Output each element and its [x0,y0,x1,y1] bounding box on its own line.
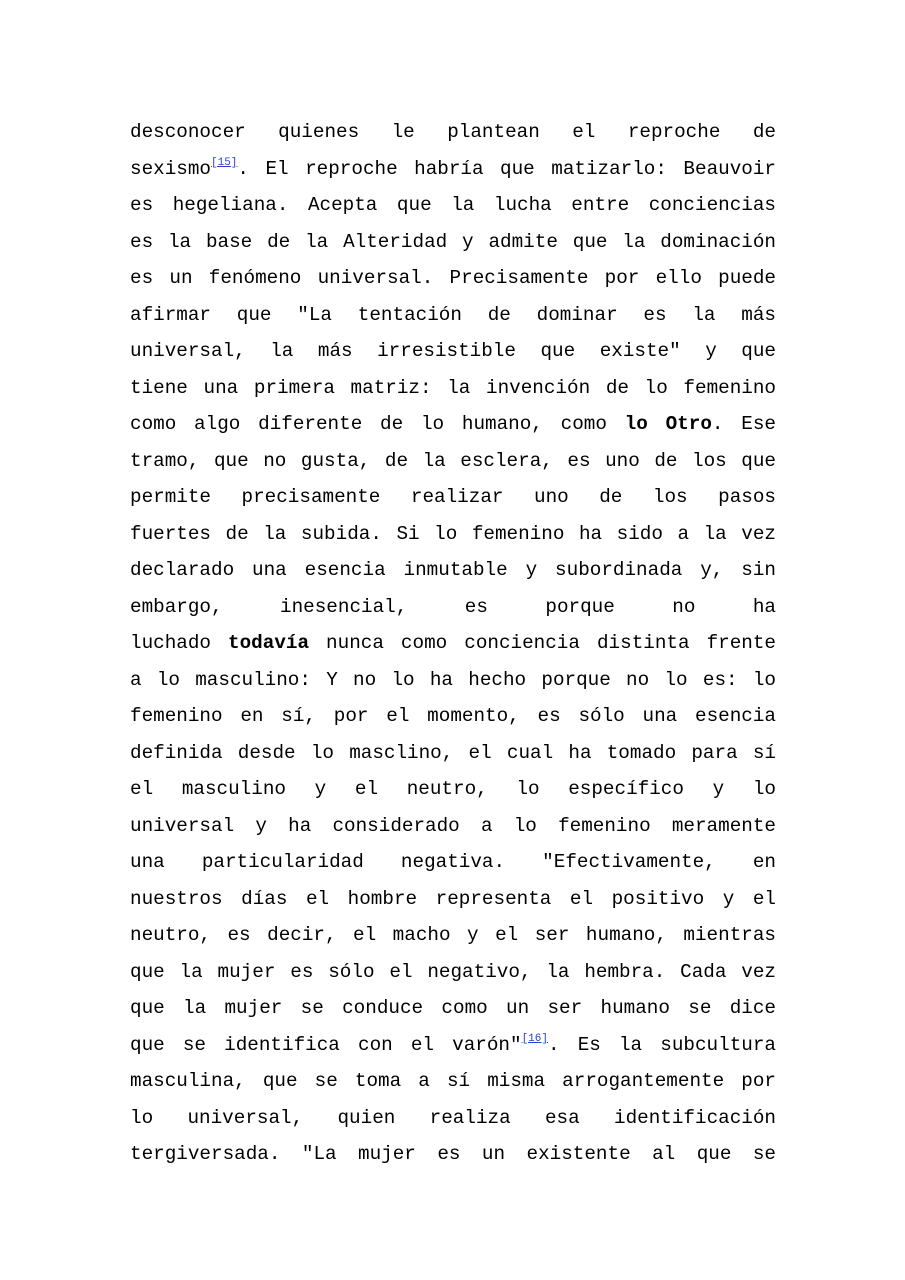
text-run: masculina, que se toma a sí misma arrogantemente por [130,1070,776,1092]
text-run: permite precisamente realizar uno de los pasos [130,486,776,508]
text-line [130,552,776,589]
bold-text: lo Otro [624,413,712,435]
body-text [130,114,776,1173]
text-run: . El reproche habría que matizarlo: Beauvoir [237,157,776,180]
text-run: embargo, inesencial, es porque no ha [130,595,776,618]
text-run: . Es la subcultura [547,1033,776,1056]
text-run: universal y ha considerado a lo femenino meramente [130,814,776,837]
text-line [130,443,776,480]
text-run: que se identifica con el varón" [130,1033,522,1056]
text-line [130,698,776,735]
text-line [130,479,776,516]
text-line [130,1063,776,1100]
text-run: el masculino y el neutro, lo específico y lo [130,778,776,800]
text-run: universal, la más irresistible que existe" y que [130,340,776,362]
text-line [130,224,776,261]
text-run: fuertes de la subida. Si lo femenino ha sido a la vez [130,522,776,545]
text-line [130,260,776,297]
text-line [130,881,776,918]
text-run: declarado una esencia inmutable y subordinada y, sin [130,559,776,581]
text-run: afirmar que "La tentación de dominar es la más [130,303,776,326]
text-run: es la base de la Alteridad y admite que la dominación [130,230,776,253]
bold-text: todavía [228,632,310,654]
text-run: luchado [130,632,229,654]
text-line [130,771,776,808]
text-line [130,151,776,188]
text-run: definida desde lo masclino, el cual ha tomado para sí [130,741,776,764]
text-run: como algo diferente de lo humano, como [130,413,625,435]
text-run: es hegeliana. Acepta que la lucha entre conciencias [130,194,776,216]
text-line [130,990,776,1027]
text-run: sexismo [130,157,211,180]
footnote-ref [522,1033,548,1045]
footnote-link[interactable]: [16] [521,1033,548,1046]
footnote-link[interactable]: [15] [211,157,238,170]
text-run: tramo, que no gusta, de la esclera, es uno de los que [130,449,776,472]
text-line [130,406,776,443]
text-line [130,589,776,626]
footnote-ref [211,157,237,169]
text-line [130,917,776,954]
text-line [130,297,776,334]
text-line [130,1100,776,1137]
text-run: femenino en sí, por el momento, es sólo una esencia [130,705,776,727]
text-line [130,114,776,151]
text-run: que la mujer se conduce como un ser humano se dice [130,997,776,1019]
text-run: tiene una primera matriz: la invención de lo femenino [130,376,776,399]
text-line [130,333,776,370]
text-run: nuestros días el hombre representa el positivo y el [130,887,776,910]
text-run: nunca como conciencia distinta frente [309,632,776,654]
text-run: una particularidad negativa. "Efectivamente, en [130,851,776,873]
text-line [130,625,776,662]
text-line [130,808,776,845]
text-run: neutro, es decir, el macho y el ser humano, mientras [130,924,776,946]
text-run: lo universal, quien realiza esa identificación [130,1106,776,1129]
text-run: a lo masculino: Y no lo ha hecho porque no lo es: lo [130,668,776,691]
text-run: desconocer quienes le plantean el reproche de [130,121,776,143]
text-line [130,844,776,881]
text-line [130,370,776,407]
text-run: tergiversada. "La mujer es un existente al que se [130,1143,776,1165]
text-line [130,516,776,553]
text-run: que la mujer es sólo el negativo, la hembra. Cada vez [130,960,776,983]
text-run: . Ese [711,413,776,435]
text-line [130,954,776,991]
text-line [130,662,776,699]
text-run: es un fenómeno universal. Precisamente por ello puede [130,267,776,289]
text-line [130,735,776,772]
text-line [130,1027,776,1064]
text-line [130,187,776,224]
text-line [130,1136,776,1173]
